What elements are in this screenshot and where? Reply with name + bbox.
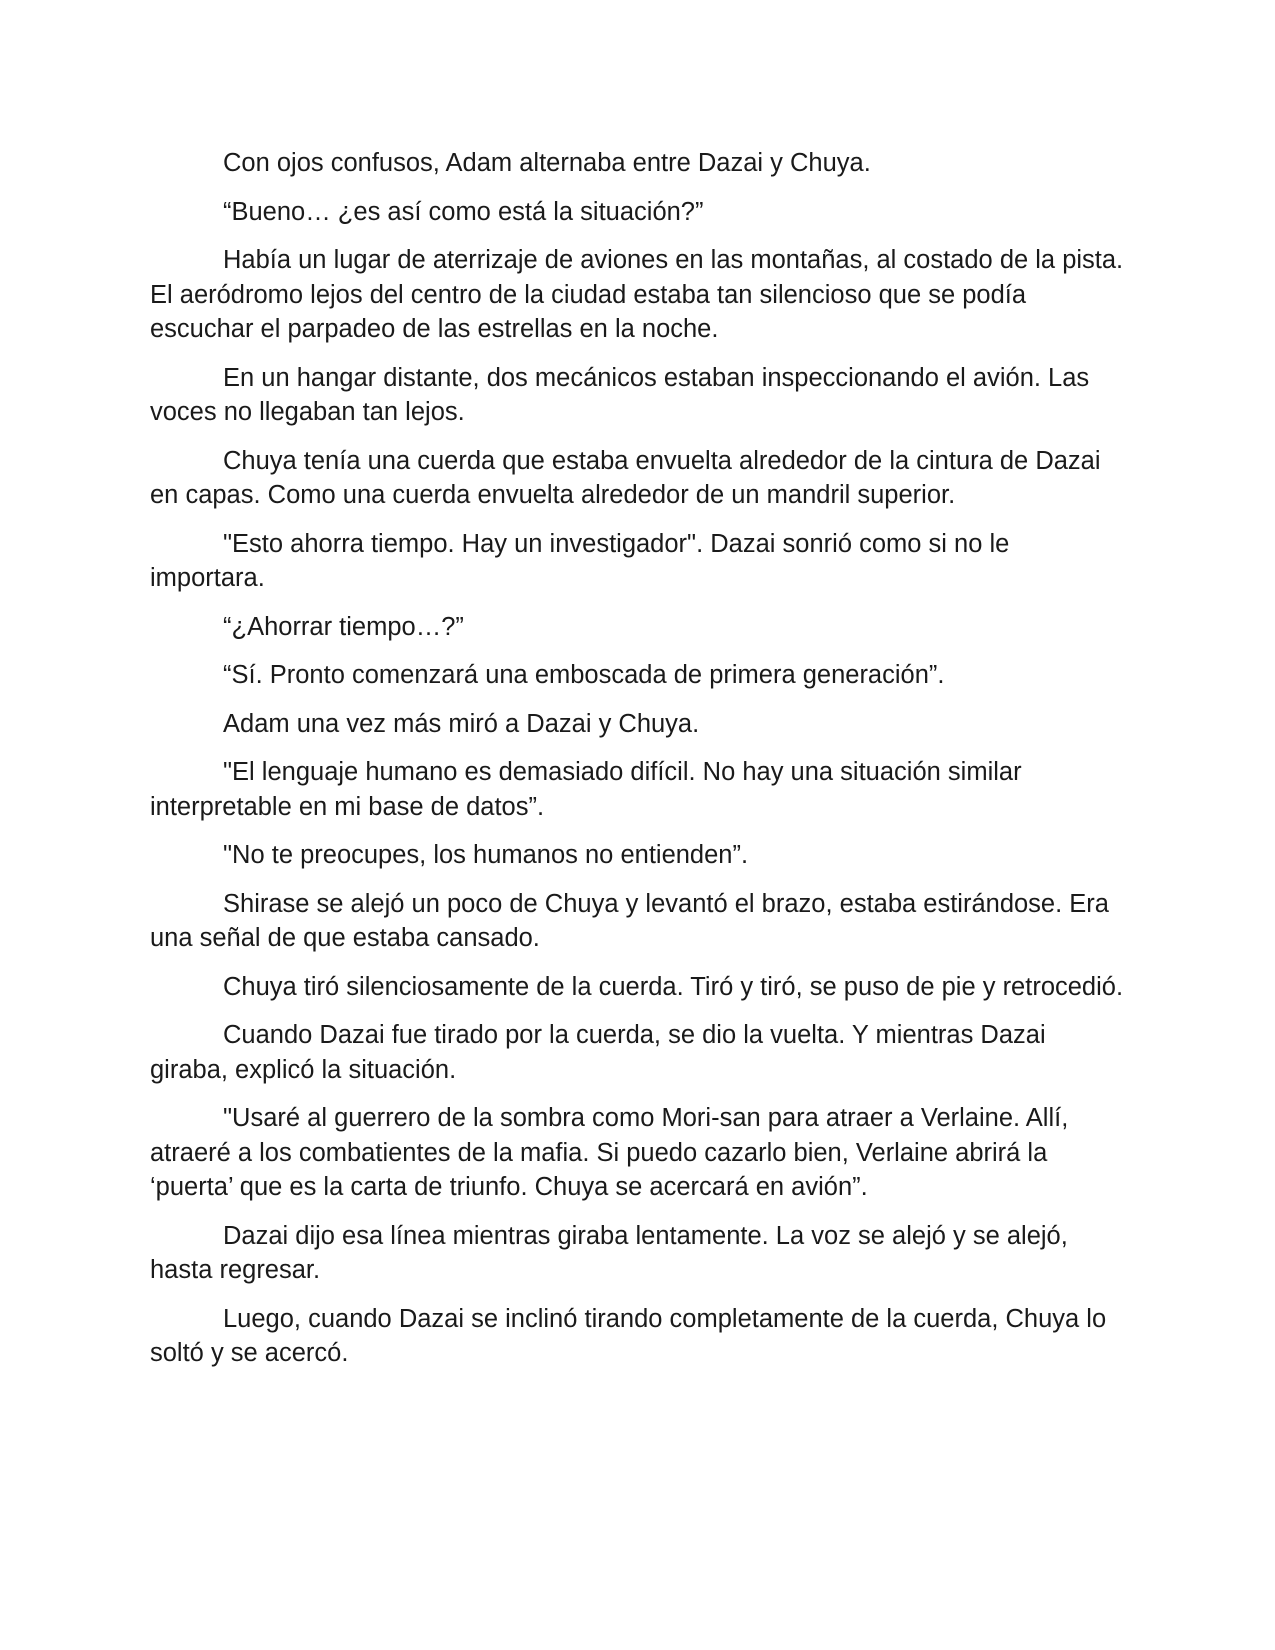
paragraph-1: Con ojos confusos, Adam alternaba entre Dazai y Chuya.	[223, 149, 871, 177]
paragraph-10: "El lenguaje humano es demasiado difícil. No hay una situación similar interpretable en mi base de datos”.	[150, 758, 1022, 821]
paragraph-3: Había un lugar de aterrizaje de aviones en las montañas, al costado de la pista. El aeródromo lejos del centro de la ciudad estaba tan silencioso que se podía escuchar el parpadeo de las estrellas en la noche.	[150, 246, 1124, 343]
paragraph-11: "No te preocupes, los humanos no entienden”.	[223, 841, 749, 869]
paragraph-17: Luego, cuando Dazai se inclinó tirando completamente de la cuerda, Chuya lo soltó y se acercó.	[150, 1304, 1107, 1367]
paragraph-6: "Esto ahorra tiempo. Hay un investigador". Dazai sonrió como si no le importara.	[150, 529, 1010, 592]
paragraph-13: Chuya tiró silenciosamente de la cuerda. Tiró y tiró, se puso de pie y retrocedió.	[223, 972, 1124, 1001]
paragraph-12: Shirase se alejó un poco de Chuya y levantó el brazo, estaba estirándose. Era una señal de que estaba cansado.	[150, 889, 1109, 952]
paragraph-8: “Sí. Pronto comenzará una emboscada de primera generación”.	[223, 661, 945, 689]
paragraph-2: “Bueno… ¿es así como está la situación?”	[223, 197, 704, 226]
paragraph-9: Adam una vez más miró a Dazai y Chuya.	[223, 709, 700, 738]
paragraph-5: Chuya tenía una cuerda que estaba envuelta alrededor de la cintura de Dazai en capas. Como una cuerda envuelta alrededor de un mandril superior.	[150, 446, 1101, 509]
paragraph-7: “¿Ahorrar tiempo…?”	[223, 612, 464, 641]
paragraph-15: "Usaré al guerrero de la sombra como Mori-san para atraer a Verlaine. Allí, atraeré a los combatientes de la mafia. Si puedo cazarlo bien, Verlaine abrirá la ‘puerta’ que es la carta de triunfo. Chuya se acercará en avión”.	[150, 1104, 1069, 1201]
paragraph-14: Cuando Dazai fue tirado por la cuerda, se dio la vuelta. Y mientras Dazai giraba, explicó la situación.	[150, 1021, 1046, 1084]
paragraph-4: En un hangar distante, dos mecánicos estaban inspeccionando el avión. Las voces no llegaban tan lejos.	[150, 363, 1090, 426]
paragraph-16: Dazai dijo esa línea mientras giraba lentamente. La voz se alejó y se alejó, hasta regresar.	[150, 1221, 1068, 1284]
